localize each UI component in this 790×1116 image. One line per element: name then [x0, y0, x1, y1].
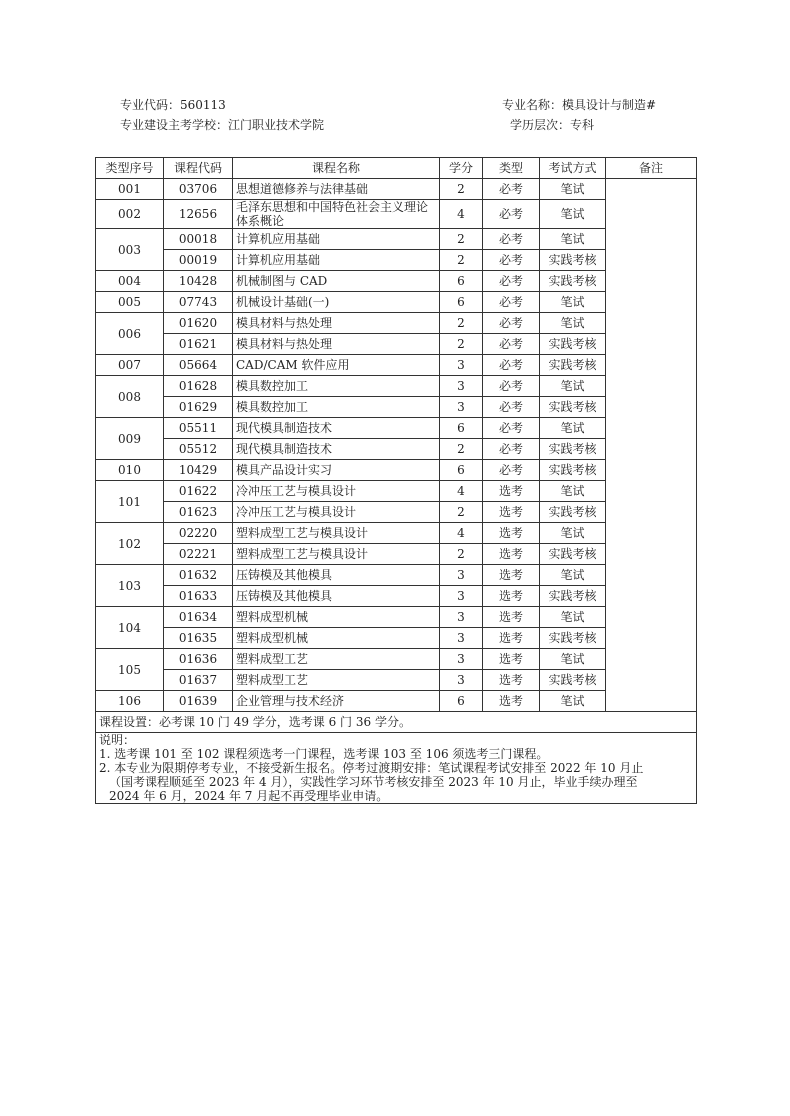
name-cell: 模具材料与热处理 — [233, 313, 440, 334]
code-cell: 01622 — [164, 481, 233, 502]
type-cell: 选考 — [483, 691, 540, 712]
name-cell: 思想道德修养与法律基础 — [233, 179, 440, 200]
credit-cell: 2 — [440, 229, 483, 250]
code-cell: 01636 — [164, 649, 233, 670]
exam-cell: 实践考核 — [540, 250, 606, 271]
seq-cell: 103 — [96, 565, 164, 607]
seq-cell: 105 — [96, 649, 164, 691]
note-item-2-cont: （国考课程顺延至 2023 年 4 月），实践性学习环节考核安排至 2023 年 10 月止，毕业手续办理至 — [109, 775, 638, 789]
exam-cell: 笔试 — [540, 523, 606, 544]
name-cell: 现代模具制造技术 — [233, 439, 440, 460]
exam-cell: 实践考核 — [540, 544, 606, 565]
seq-cell: 008 — [96, 376, 164, 418]
exam-cell: 实践考核 — [540, 439, 606, 460]
exam-cell: 笔试 — [540, 649, 606, 670]
exam-cell: 笔试 — [540, 607, 606, 628]
major-name: 专业名称：模具设计与制造# — [502, 98, 657, 112]
code-cell: 10428 — [164, 271, 233, 292]
exam-cell: 笔试 — [540, 376, 606, 397]
major-code: 专业代码：560113 — [120, 98, 226, 112]
credit-cell: 2 — [440, 439, 483, 460]
type-cell: 必考 — [483, 439, 540, 460]
credit-cell: 3 — [440, 628, 483, 649]
code-cell: 01639 — [164, 691, 233, 712]
col-header-code: 课程代码 — [164, 158, 233, 179]
type-cell: 选考 — [483, 628, 540, 649]
credit-cell: 3 — [440, 397, 483, 418]
name-cell: 压铸模及其他模具 — [233, 565, 440, 586]
type-cell: 选考 — [483, 502, 540, 523]
code-cell: 05664 — [164, 355, 233, 376]
code-cell: 01629 — [164, 397, 233, 418]
remark-cell — [606, 179, 697, 712]
credit-cell: 2 — [440, 334, 483, 355]
credit-cell: 6 — [440, 691, 483, 712]
table-header-row — [96, 158, 697, 179]
type-cell: 必考 — [483, 418, 540, 439]
host-school: 专业建设主考学校：江门职业技术学院 — [120, 118, 325, 132]
type-cell: 必考 — [483, 460, 540, 481]
name-cell: 模具数控加工 — [233, 376, 440, 397]
code-cell: 02220 — [164, 523, 233, 544]
credit-cell: 4 — [440, 523, 483, 544]
type-cell: 必考 — [483, 292, 540, 313]
name-cell: 机械制图与 CAD — [233, 271, 440, 292]
code-cell: 05511 — [164, 418, 233, 439]
credit-cell: 2 — [440, 502, 483, 523]
code-cell: 01635 — [164, 628, 233, 649]
exam-cell: 笔试 — [540, 313, 606, 334]
type-cell: 选考 — [483, 523, 540, 544]
seq-cell: 004 — [96, 271, 164, 292]
seq-cell: 007 — [96, 355, 164, 376]
type-cell: 必考 — [483, 355, 540, 376]
seq-cell: 106 — [96, 691, 164, 712]
name-cell: 塑料成型机械 — [233, 628, 440, 649]
credit-cell: 6 — [440, 460, 483, 481]
col-header-name: 课程名称 — [233, 158, 440, 179]
type-cell: 必考 — [483, 200, 540, 229]
type-cell: 选考 — [483, 565, 540, 586]
exam-cell: 实践考核 — [540, 460, 606, 481]
col-header-credit: 学分 — [440, 158, 483, 179]
name-cell: 毛泽东思想和中国特色社会主义理论体系概论 — [233, 200, 440, 229]
note-item-2-end: 2024 年 6 月，2024 年 7 月起不再受理毕业申请。 — [109, 789, 389, 803]
notes-title: 说明： — [99, 733, 136, 747]
name-cell: CAD/CAM 软件应用 — [233, 355, 440, 376]
exam-cell: 笔试 — [540, 179, 606, 200]
type-cell: 必考 — [483, 229, 540, 250]
code-cell: 01621 — [164, 334, 233, 355]
type-cell: 必考 — [483, 334, 540, 355]
name-cell: 现代模具制造技术 — [233, 418, 440, 439]
name-cell: 塑料成型工艺 — [233, 670, 440, 691]
code-cell: 01632 — [164, 565, 233, 586]
type-cell: 必考 — [483, 376, 540, 397]
course-table — [95, 157, 697, 804]
name-cell: 计算机应用基础 — [233, 250, 440, 271]
credit-cell: 3 — [440, 649, 483, 670]
exam-cell: 笔试 — [540, 418, 606, 439]
credit-cell: 3 — [440, 355, 483, 376]
seq-cell: 005 — [96, 292, 164, 313]
code-cell: 12656 — [164, 200, 233, 229]
seq-cell: 003 — [96, 229, 164, 271]
exam-cell: 实践考核 — [540, 586, 606, 607]
type-cell: 必考 — [483, 179, 540, 200]
credit-cell: 2 — [440, 179, 483, 200]
name-cell: 企业管理与技术经济 — [233, 691, 440, 712]
name-cell: 模具产品设计实习 — [233, 460, 440, 481]
course-summary: 课程设置：必考课 10 门 49 学分，选考课 6 门 36 学分。 — [96, 712, 697, 733]
credit-cell: 4 — [440, 481, 483, 502]
col-header-remark: 备注 — [606, 158, 697, 179]
exam-cell: 笔试 — [540, 229, 606, 250]
name-cell: 塑料成型工艺与模具设计 — [233, 544, 440, 565]
code-cell: 03706 — [164, 179, 233, 200]
seq-cell: 001 — [96, 179, 164, 200]
exam-cell: 实践考核 — [540, 628, 606, 649]
type-cell: 选考 — [483, 586, 540, 607]
credit-cell: 6 — [440, 271, 483, 292]
credit-cell: 3 — [440, 376, 483, 397]
col-header-seq: 类型序号 — [96, 158, 164, 179]
code-cell: 05512 — [164, 439, 233, 460]
seq-cell: 009 — [96, 418, 164, 460]
name-cell: 塑料成型工艺 — [233, 649, 440, 670]
credit-cell: 6 — [440, 418, 483, 439]
credit-cell: 3 — [440, 565, 483, 586]
seq-cell: 010 — [96, 460, 164, 481]
name-cell: 机械设计基础(一) — [233, 292, 440, 313]
name-cell: 塑料成型工艺与模具设计 — [233, 523, 440, 544]
credit-cell: 6 — [440, 292, 483, 313]
code-cell: 01634 — [164, 607, 233, 628]
code-cell: 01628 — [164, 376, 233, 397]
exam-cell: 实践考核 — [540, 334, 606, 355]
type-cell: 选考 — [483, 670, 540, 691]
credit-cell: 2 — [440, 313, 483, 334]
exam-cell: 实践考核 — [540, 397, 606, 418]
exam-cell: 实践考核 — [540, 670, 606, 691]
credit-cell: 2 — [440, 250, 483, 271]
type-cell: 选考 — [483, 544, 540, 565]
exam-cell: 笔试 — [540, 565, 606, 586]
name-cell: 计算机应用基础 — [233, 229, 440, 250]
col-header-exam: 考试方式 — [540, 158, 606, 179]
note-item-1: 1. 选考课 101 至 102 课程须选考一门课程，选考课 103 至 106 须选考三门课程。 — [99, 747, 549, 761]
exam-cell: 实践考核 — [540, 502, 606, 523]
credit-cell: 3 — [440, 607, 483, 628]
code-cell: 01633 — [164, 586, 233, 607]
credit-cell: 3 — [440, 670, 483, 691]
code-cell: 01620 — [164, 313, 233, 334]
type-cell: 必考 — [483, 397, 540, 418]
exam-cell: 笔试 — [540, 292, 606, 313]
name-cell: 压铸模及其他模具 — [233, 586, 440, 607]
code-cell: 02221 — [164, 544, 233, 565]
seq-cell: 101 — [96, 481, 164, 523]
notes-cell — [96, 733, 697, 804]
col-header-type: 类型 — [483, 158, 540, 179]
code-cell: 10429 — [164, 460, 233, 481]
code-cell: 00019 — [164, 250, 233, 271]
exam-cell: 实践考核 — [540, 355, 606, 376]
code-cell: 00018 — [164, 229, 233, 250]
name-cell: 塑料成型机械 — [233, 607, 440, 628]
seq-cell: 102 — [96, 523, 164, 565]
name-cell: 冷冲压工艺与模具设计 — [233, 502, 440, 523]
name-cell: 模具材料与热处理 — [233, 334, 440, 355]
seq-cell: 006 — [96, 313, 164, 355]
code-cell: 01637 — [164, 670, 233, 691]
education-level: 学历层次：专科 — [510, 118, 595, 132]
exam-cell: 实践考核 — [540, 271, 606, 292]
type-cell: 选考 — [483, 649, 540, 670]
credit-cell: 4 — [440, 200, 483, 229]
type-cell: 必考 — [483, 313, 540, 334]
credit-cell: 2 — [440, 544, 483, 565]
type-cell: 必考 — [483, 271, 540, 292]
notes-row — [96, 733, 697, 804]
seq-cell: 104 — [96, 607, 164, 649]
note-item-2: 2. 本专业为限期停考专业，不接受新生报名。停考过渡期安排：笔试课程考试安排至 2022 年 10 月止 — [99, 761, 644, 775]
code-cell: 07743 — [164, 292, 233, 313]
name-cell: 模具数控加工 — [233, 397, 440, 418]
exam-cell: 笔试 — [540, 200, 606, 229]
credit-cell: 3 — [440, 586, 483, 607]
summary-row — [96, 712, 697, 733]
type-cell: 选考 — [483, 481, 540, 502]
type-cell: 必考 — [483, 250, 540, 271]
type-cell: 选考 — [483, 607, 540, 628]
table-row — [96, 179, 697, 200]
name-cell: 冷冲压工艺与模具设计 — [233, 481, 440, 502]
exam-cell: 笔试 — [540, 481, 606, 502]
exam-cell: 笔试 — [540, 691, 606, 712]
seq-cell: 002 — [96, 200, 164, 229]
code-cell: 01623 — [164, 502, 233, 523]
